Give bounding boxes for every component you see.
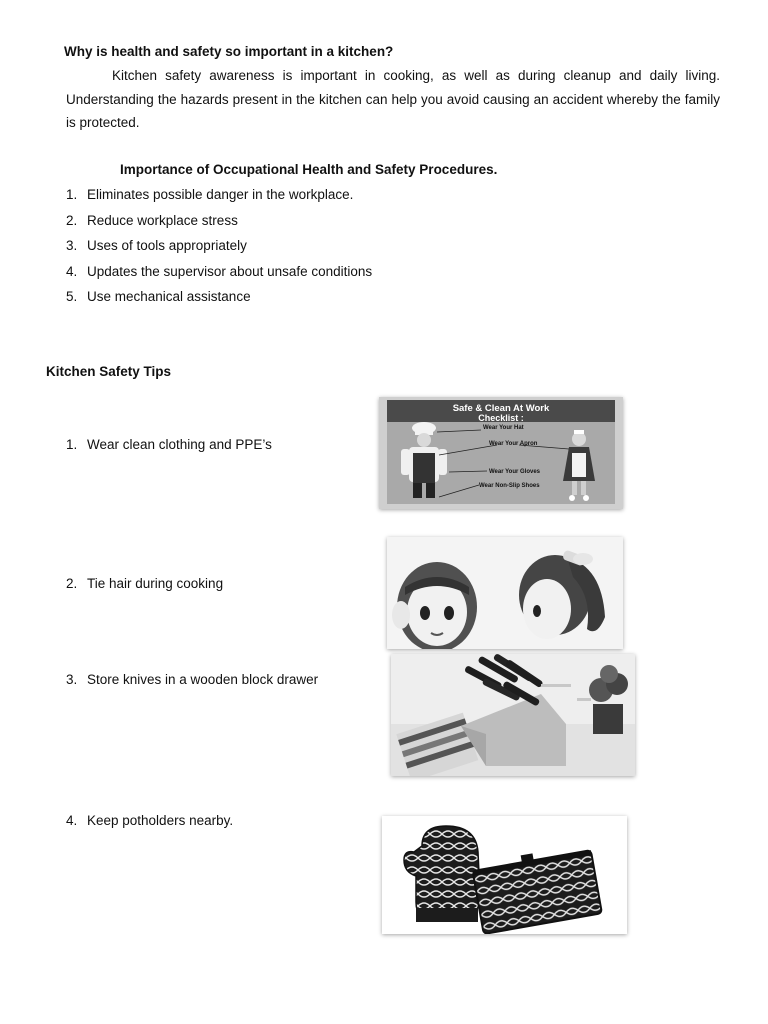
- ppe-checklist-illustration: [379, 397, 623, 509]
- question-heading: Why is health and safety so important in a kitchen?: [64, 44, 394, 59]
- list-text: Wear clean clothing and PPE’s: [87, 437, 272, 452]
- list-number: 1.: [66, 437, 78, 452]
- tip-item-hair: [66, 574, 223, 594]
- list-text: Reduce workplace stress: [87, 212, 238, 228]
- list-number: 4.: [66, 813, 78, 828]
- list-text: Eliminates possible danger in the workplace.: [87, 187, 354, 202]
- list-item: [66, 262, 372, 282]
- list-text: Use mechanical assistance: [87, 289, 251, 304]
- poster-label-shoes: Wear Non-Slip Shoes: [479, 483, 540, 489]
- list-text: Updates the supervisor about unsafe conditions: [87, 263, 373, 279]
- tie-hair-illustration: [387, 537, 623, 649]
- list-number: 3.: [66, 672, 78, 687]
- poster-label-gloves: Wear Your Gloves: [489, 469, 541, 475]
- poster-label-hat: Wear Your Hat: [483, 425, 524, 431]
- list-number: 5.: [66, 289, 78, 304]
- list-text: Keep potholders nearby.: [87, 813, 234, 828]
- list-number: 3.: [66, 238, 78, 253]
- procedures-list: [66, 185, 372, 307]
- list-item: [66, 287, 372, 307]
- list-number: 1.: [66, 187, 78, 202]
- poster-label-apron: Wear Your Apron: [489, 441, 538, 447]
- poster-subtitle: Checklist :: [478, 413, 524, 423]
- knife-block-image: [391, 654, 635, 776]
- tips-heading: Kitchen Safety Tips: [46, 364, 172, 379]
- procedures-heading: Importance of Occupational Health and Safety Procedures.: [120, 162, 498, 177]
- list-text: Store knives in a wooden block drawer: [87, 672, 319, 687]
- intro-paragraph-text: Kitchen safety awareness is important in cooking, as well as during cleanup and daily living. Understanding the hazards present in the kitchen can help you avoid causing an accident whereby the family is protected.: [66, 68, 720, 130]
- ppe-checklist-image: [379, 397, 623, 509]
- tip-item-clothing: [66, 435, 272, 455]
- intro-paragraph: [66, 64, 720, 135]
- list-number: 2.: [66, 212, 78, 228]
- potholders-image: [382, 816, 627, 934]
- tip-item-potholders: [66, 811, 233, 831]
- potholders-illustration: [382, 816, 627, 934]
- poster-title: Safe & Clean At Work: [452, 403, 550, 414]
- list-number: 2.: [66, 576, 78, 591]
- list-number: 4.: [66, 263, 78, 279]
- list-item: [66, 185, 372, 205]
- list-text: Uses of tools appropriately: [87, 238, 247, 253]
- knife-block-illustration: [391, 654, 635, 776]
- tip-item-knives: [66, 670, 318, 690]
- list-text: Tie hair during cooking: [87, 576, 224, 591]
- tie-hair-image: [387, 537, 623, 649]
- list-item: [66, 236, 372, 256]
- list-item: [66, 211, 372, 231]
